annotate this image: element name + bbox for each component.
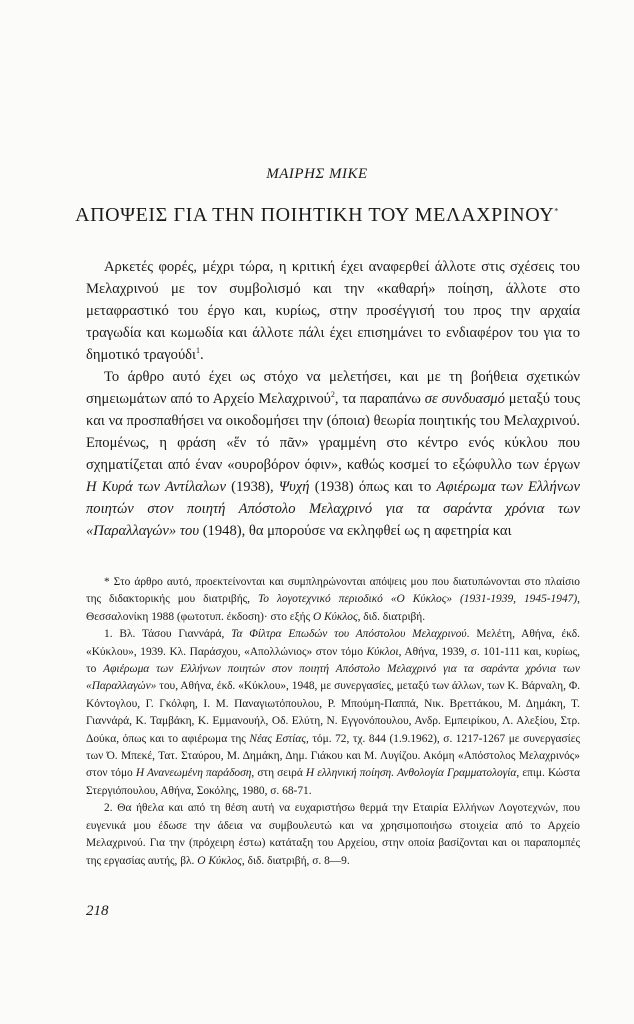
footnote-1-title-1: Τα Φίλτρα Επωδών του Απόστολου Μελαχρινού bbox=[231, 628, 467, 641]
footnote-1-text-d: του, Αθήνα, έκδ. «Κύκλου», 1948, με συνεργασίες, μεταξύ των άλλων, των Κ. Βάρναλη, Φ. Κόντογλου, Γ. Γκόλφη, Ι. Μ. Παναγιωτόπουλου, Ρ. Μπούμη-Παππά, Νικ. Βρεττάκου, Μ. Δημάκη, Τ. Γιαννάρά, Κ. Ταμβάκη, Κ. Εμμανουήλ, Οδ. Ελύτη, Ν. Εγγονόπουλου, Ανδρ. Εμπειρίκου, Λ. Αλεξίου, Στρ. Δούκα, όπως και το αφιέρωμα της bbox=[86, 680, 580, 745]
author-name: ΜΑΙΡΗΣ ΜΙΚΕ bbox=[266, 166, 368, 182]
footnote-2-text-b: , διδ. διατριβή, σ. 8—9. bbox=[241, 854, 350, 867]
paragraph-1-end: . bbox=[199, 347, 204, 363]
article-title-text: ΑΠΟΨΕΙΣ ΓΙΑ ΤΗΝ ΠΟΙΗΤΙΚΗ ΤΟΥ ΜΕΛΑΧΡΙΝΟΥ bbox=[75, 204, 555, 226]
footnote-1-title-4: Νέας Εστίας bbox=[249, 732, 306, 745]
footnote-1-text-c: , Αθήνα, 1939, σ. 101-111 και, κυρίως, το bbox=[86, 645, 580, 676]
paragraph-2-text-e: (1938) όπως και το bbox=[309, 479, 437, 495]
footnote-1-text-a: 1. Βλ. Τάσου Γιαννάρά, bbox=[104, 628, 232, 641]
footnote-star-title-2: Ο Κύκλος bbox=[312, 610, 358, 623]
paragraph-2-text-f: (1948), θα μπορούσε να εκληφθεί ως η αφετηρία και bbox=[199, 523, 512, 539]
work-title-afieroma: Αφιέρωμα των Ελλήνων ποιητών στον ποιητή Απόστολο Μελαχρινό για τα σαράντα χρόνια των «Παραλλαγών» bbox=[86, 479, 580, 539]
footnote-2-text-a: 2. Θα ήθελα και από τη θέση αυτή να ευχαριστήσω θερμά την Εταιρία Ελλήνων Λογοτεχνών, που ευγενικά μου έδωσε την άδεια να συμβουλευτώ και να χρησιμοποιήσω στοιχεία από το Αρχείο Μελαχρινού. Για την (πρόχειρη έστω) κατάταξη του Αρχείου, στην οποία βασίζονται και οι παραπομπές της εργασίας αυτής, βλ. bbox=[86, 802, 580, 867]
footnote-1-title-6: Η ελληνική ποίηση. Ανθολογία Γραμματολογία bbox=[305, 767, 517, 780]
footnote-1-text-b: . Μελέτη, Αθήνα, έκδ. «Κύκλου», 1939. Κλ. Παράσχου, «Απολλώνιος» στον τόμο bbox=[86, 628, 581, 658]
footnotes bbox=[86, 574, 580, 870]
footnote-star-title: Το λογοτεχνικό περιοδικό «Ο Κύκλος» (1931-1939, 1945-1947) bbox=[258, 593, 578, 606]
page-number: 218 bbox=[86, 903, 109, 919]
footnote-star-mark: * bbox=[104, 576, 110, 588]
footnote-star bbox=[86, 574, 580, 626]
footnote-1-text-f: , στη σειρά bbox=[251, 767, 306, 780]
footnote-1-text-e: , τόμ. 72, τχ. 844 (1.9.1962), σ. 1217-1267 με συνεργασίες των Ό. Μπεκέ, Τατ. Σταύρου, Μ. Δημάκη, Δημ. Γιάκου και Μ. Λυγίζου. Ακόμη «Απόστολος Μελαχρινός» στον τόμο bbox=[86, 732, 580, 780]
title-footnote-mark: * bbox=[554, 206, 559, 216]
article-title bbox=[0, 204, 634, 227]
footnote-star-text-a: Στο άρθρο αυτό, προεκτείνονται και συμπληρώνονται απόψεις μου που διατυπώνονται στο πλαίσιο της διδακτορικής μου διατριβής, bbox=[86, 576, 580, 606]
paragraph-2-text-d: (1938), bbox=[225, 479, 279, 495]
footnote-1-title-2: Κύκλοι bbox=[366, 645, 399, 658]
footnote-1-title-5: Η Ανανεωμένη παράδοση bbox=[135, 767, 252, 780]
paragraph-2-emphasis: σε συνδυασμό bbox=[424, 391, 505, 407]
paragraph-2-text-a: Το άρθρο αυτό έχει ως στόχο να μελετήσει, και με τη βοήθεια σχετικών σημειωμάτων από το Αρχείο Μελαχρινού bbox=[86, 369, 580, 407]
paragraph-2 bbox=[86, 366, 580, 542]
work-title-kyra: Η Κυρά των Αντίλαλων bbox=[86, 479, 226, 495]
paragraph-1 bbox=[86, 256, 580, 366]
footnote-ref-1: 1 bbox=[195, 346, 200, 356]
footnote-star-text-b: , Θεσσαλονίκη 1988 (φωτοτυπ. έκδοση)· στο εξής bbox=[86, 593, 580, 623]
footnote-ref-2: 2 bbox=[330, 390, 335, 400]
work-title-afieroma-tail: του bbox=[176, 523, 200, 539]
footnote-star-text-c: , διδ. διατριβή. bbox=[357, 610, 426, 623]
footnote-2 bbox=[86, 800, 580, 870]
paragraph-2-text-b: , τα παραπάνω bbox=[334, 391, 425, 407]
article-body bbox=[86, 256, 580, 542]
footnote-1 bbox=[86, 626, 580, 800]
footnote-2-title: Ο Κύκλος bbox=[197, 854, 242, 867]
paragraph-1-text: Αρκετές φορές, μέχρι τώρα, η κριτική έχει αναφερθεί άλλοτε στις σχέσεις του Μελαχρινού με τον συμβολισμό και την «καθαρή» ποίηση, άλλοτε στο μεταφραστικό του έργο και, κυρίως, στην προσέγγισή του προς την αρχαία τραγωδία και κωμωδία και άλλοτε πάλι έχει επισημάνει το ενδιαφέρον του για το δημοτικό τραγούδι bbox=[86, 259, 580, 363]
footnote-1-text-g: , επιμ. Κώστα Στεργιόπουλου, Αθήνα, Σοκόλης, 1980, σ. 68-71. bbox=[86, 767, 580, 797]
paragraph-2-text-c: μεταξύ τους και να προσπαθήσει να οικοδομήσει την (όποια) θεωρία ποιητικής του Μελαχρινού. Επομένως, η φράση «ἕν τό πᾶν» γραμμένη στο κέντρο ενός κύκλου που σχηματίζεται από έναν «ουροβόρον όφιν», καθώς κοσμεί το εξώφυλλο των έργων bbox=[86, 391, 580, 473]
footnote-1-title-3: Αφιέρωμα των Ελλήνων ποιητών στον ποιητή Απόστολο Μελαχρινό για τα σαράντα χρόνια των «Παραλλαγών» bbox=[86, 663, 580, 693]
work-title-psychi: Ψυχή bbox=[278, 479, 310, 495]
